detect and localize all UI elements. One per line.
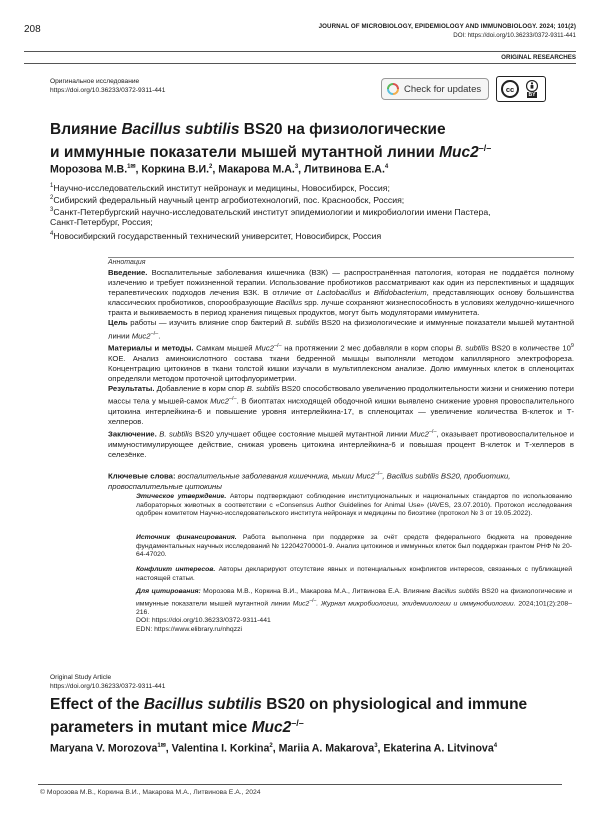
keywords: Ключевые слова: воспалительные заболевания кишечника, мыши Muc2–/–, Bacillus subtilis BS20, пробиотики, провоспалительные цитокины	[108, 471, 511, 491]
keywords-label: Ключевые слова:	[108, 471, 176, 481]
title-ru: Влияние Bacillus subtilis BS20 на физиологические и иммунные показатели мышей мутантной линии Muc2–/–	[50, 121, 492, 162]
citation-note: Для цитирования: Морозова М.В., Коркина В.И., Макарова М.А., Литвинова Е.А. Влияние Bacillus subtilis BS20 на физиологические и иммунные показатели мышей мутантной линии Muc2–/–. Журнал микробиологии, эпидемиологии и иммунобиологии. 2024;101(2):208–216. DOI: https://doi.org/10.36233/0372-9311-441 EDN: https://www.elibrary.ru/nhqzzi	[136, 588, 572, 634]
article-type-ru: Оригинальное исследование	[50, 78, 140, 85]
copyright: © Морозова М.В., Коркина В.И., Макарова М.А., Литвинова Е.А., 2024	[40, 789, 261, 796]
check-for-updates-label: Check for updates	[404, 83, 482, 95]
affiliation-3-cont: Санкт-Петербург, Россия;	[50, 217, 153, 227]
section-label: ORIGINAL RESEARCHES	[501, 54, 576, 61]
abstract-top-rule	[108, 257, 574, 258]
check-for-updates-button[interactable]	[381, 78, 489, 100]
affiliation-1: $^1$Научно-исследовательский институт нейронаук и медицины, Новосибирск, Россия;	[50, 182, 390, 193]
authors-ru: Морозова М.В.$^{1✉}$, Коркина В.И.$^2$, Макарова М.А.$^3$, Литвинова Е.А.$^4$	[50, 163, 389, 176]
authors-en: Maryana V. Morozova$^{1✉}$, Valentina I. Korkina$^2$, Mariia A. Makarova$^3$, Ekaterina A. Litvinova$^4$	[50, 742, 498, 755]
funding-note: Источник финансирования. Работа выполнена при поддержке за счёт средств федерального бюджета на проведение фундаментальных научных исследований № 122042700001-9. Анализ цитокинов и иммунных клеток был поддержан грантом РНФ № 20-64-47020.	[136, 534, 573, 559]
abstract-aim: Цель работы — изучить влияние спор бактерий B. subtilis BS20 на физиологические и иммунные показатели мышей мутантной линии Muc2–/–.	[108, 318, 574, 341]
section-rule	[24, 63, 576, 64]
abstract-results: Результаты. Добавление в корм спор B. subtilis BS20 способствовало увеличению продолжительности жизни и снижению потери массы тела у мышей-самок Muc2–/–. В биоптатах нисходящей ободочной кишки выявлено снижение уровня провоспалительного цитокина интерлейкина-6 и повышение уровня интерлейкина-17, в спленоцитах — увеличение количества В-клеток и Т-хелперов.	[108, 384, 574, 426]
refresh-icon	[386, 82, 400, 96]
ethics-note: Этическое утверждение. Авторы подтверждают соблюдение институциональных и национальных стандартов по использованию лабораторных животных в соответствии с «Consensus Author Guidelines for Animal Use» (IAVES, 23.07.2010). Протокол исследования одобрен комитетом Научно-исследовательского института нейронаук и медицины по биоэтике (протокол № 3 от 19.05.2022).	[136, 493, 573, 518]
title-en: Effect of the Bacillus subtilis BS20 on physiological and immune parameters in mutant mice Muc2–/–	[50, 696, 528, 737]
abstract-methods: Материалы и методы. Самкам мышей Muc2–/– на протяжении 2 мес добавляли в корм споры B. subtilis BS20 в количестве $10^9$ КОЕ. Анализ аминокислотного состава ткани бедренной мышцы выполняли методом капиллярного электрофореза. Концентрацию цитокинов в ткани толстой кишки изучали в мультиплексном анализе. Долю иммунных клеток в спленоцитах определяли методом проточной цитофлуориметрии.	[108, 343, 574, 384]
abstract-conclusion: Заключение. B. subtilis BS20 улучшает общее состояние мышей мутантной линии Muc2–/–, оказывает противовоспалительное и иммуностимулирующее действие, снижая уровень цитокина интерлейкина-6 и повышая процент В-клеток и Т-хелперов в селезёнке.	[108, 429, 574, 459]
header-rule	[24, 51, 576, 52]
cc-license-badge[interactable]	[496, 76, 546, 102]
abstract-heading: Аннотация	[108, 259, 146, 266]
abstract-body	[108, 268, 574, 460]
journal-title: JOURNAL OF MICROBIOLOGY, EPIDEMIOLOGY AND IMMUNOBIOLOGY. 2024; 101(2)	[318, 23, 576, 30]
citation-doi[interactable]: DOI: https://doi.org/10.36233/0372-9311-441	[136, 617, 271, 625]
footer-rule	[38, 784, 562, 785]
by-label: BY	[528, 92, 536, 98]
by-icon	[523, 80, 541, 98]
article-doi-ru[interactable]: https://doi.org/10.36233/0372-9311-441	[50, 87, 166, 94]
affiliation-2: $^2$Сибирский федеральный научный центр агробиотехнологий, пос. Краснообск, Россия;	[50, 194, 405, 205]
article-doi-en[interactable]: https://doi.org/10.36233/0372-9311-441	[50, 683, 166, 690]
conflict-note: Конфликт интересов. Авторы декларируют отсутствие явных и потенциальных конфликтов интересов, связанных с публикацией настоящей статьи.	[136, 566, 572, 582]
journal-header	[319, 22, 576, 40]
citation-edn[interactable]: EDN: https://www.elibrary.ru/nhqzzi	[136, 626, 243, 634]
abstract-intro: Введение. Воспалительные заболевания кишечника (ВЗК) — распространённая патология, которая не поддаётся полному излечению и требует пожизненной терапии. Использование пробиотиков рассматривают как один из перспективных и щадящих терапевтических подходов лечения ВЗК. В отличие от Lactobacillus и Bifidobacterium, представляющих основу большинства классических пробиотиков, спорообразующие Bacillus spp. лучше сохраняют жизнеспособность в условиях желудочно-кишечного тракта и выживаемость в период хранения пищевых продуктов, могут быть модуляторами иммунитета.	[108, 268, 574, 318]
affiliation-4: $^4$Новосибирский государственный технический университет, Новосибирск, Россия	[50, 230, 382, 241]
affiliation-3: $^3$Санкт-Петербургский научно-исследовательский институт эпидемиологии и микробиологии имени Пастера,	[50, 206, 491, 217]
journal-doi: DOI: https://doi.org/10.36233/0372-9311-441	[453, 32, 576, 39]
page-number: 208	[24, 24, 41, 35]
article-type-en: Original Study Article	[50, 674, 112, 681]
cc-icon: cc	[501, 80, 519, 98]
